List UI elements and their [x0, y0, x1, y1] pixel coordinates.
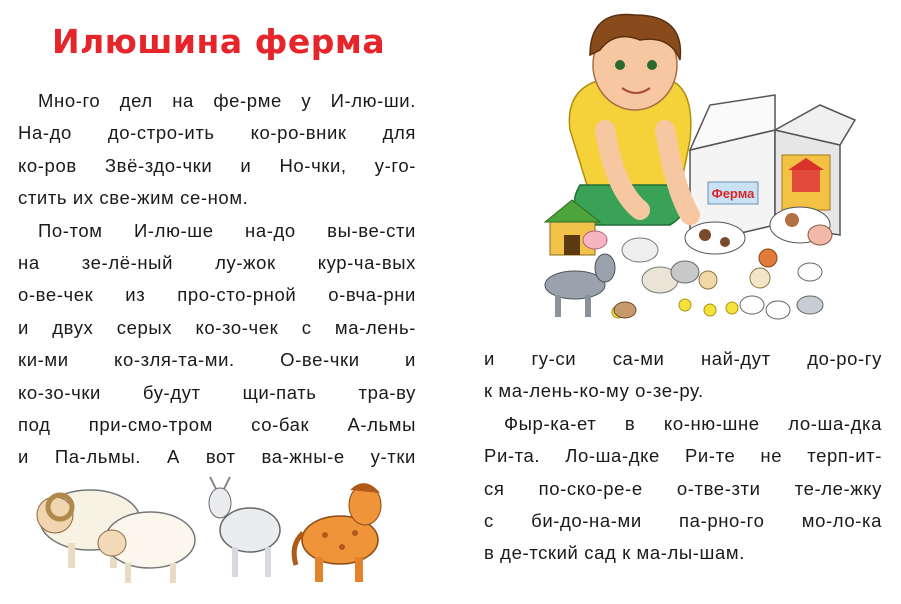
page-title: Илюшина ферма	[52, 22, 386, 61]
text-line: Ри-та. Ло-ша-дке Ри-те не терп-ит-	[484, 445, 882, 467]
pig-figure	[583, 231, 607, 249]
orange-horse-image	[294, 483, 381, 582]
text-line: под при-смо-тром со-бак А-льмы	[18, 413, 416, 435]
text-line: По-том И-лю-ше на-до вы-ве-сти	[38, 219, 416, 241]
boy-image	[569, 15, 690, 226]
text-line: На-до до-стро-ить ко-ро-вник для	[18, 122, 416, 144]
right-text-column	[484, 343, 882, 570]
text-line: о-ве-чек из про-сто-рной о-вча-рни	[18, 284, 416, 306]
sheep-figures	[622, 238, 699, 293]
toy-box-label: Ферма	[711, 186, 755, 201]
boy-with-toy-farm-illustration	[520, 10, 890, 330]
ram-sheep-goat-horse-illustration	[20, 475, 400, 590]
text-line: стить их све-жим се-ном.	[18, 187, 249, 209]
text-line: и гу-си са-ми най-дут до-ро-гу	[484, 348, 882, 369]
text-line: Мно-го дел на фе-рме у И-лю-ши.	[38, 90, 416, 111]
text-line: и Па-льмы. А вот ва-жны-е у-тки	[18, 446, 416, 468]
left-text-column	[18, 85, 416, 474]
text-line: ся по-ско-ре-е о-тве-зти те-ле-жку	[484, 477, 882, 499]
dog-figure	[614, 302, 636, 318]
text-line: Фыр-ка-ет в ко-ню-шне ло-ша-дка	[504, 412, 882, 434]
text-line: ко-зо-чки бу-дут щи-пать тра-ву	[18, 381, 416, 403]
goat-image	[209, 477, 280, 577]
text-line: ко-ров Звё-здо-чки и Но-чки, у-го-	[18, 154, 416, 176]
text-line: с би-до-на-ми па-рно-го мо-ло-ка	[484, 509, 882, 531]
text-line: в де-тский сад к ма-лы-шам.	[484, 542, 745, 564]
text-line: на зе-лё-ный лу-жок кур-ча-вых	[18, 251, 416, 273]
text-line: и двух серых ко-зо-чек с ма-лень-	[18, 316, 416, 338]
gray-horse-figure	[545, 254, 615, 317]
text-line: к ма-лень-ко-му о-зе-ру.	[484, 380, 704, 402]
text-line: ки-ми ко-зля-та-ми. О-ве-чки и	[18, 349, 416, 371]
